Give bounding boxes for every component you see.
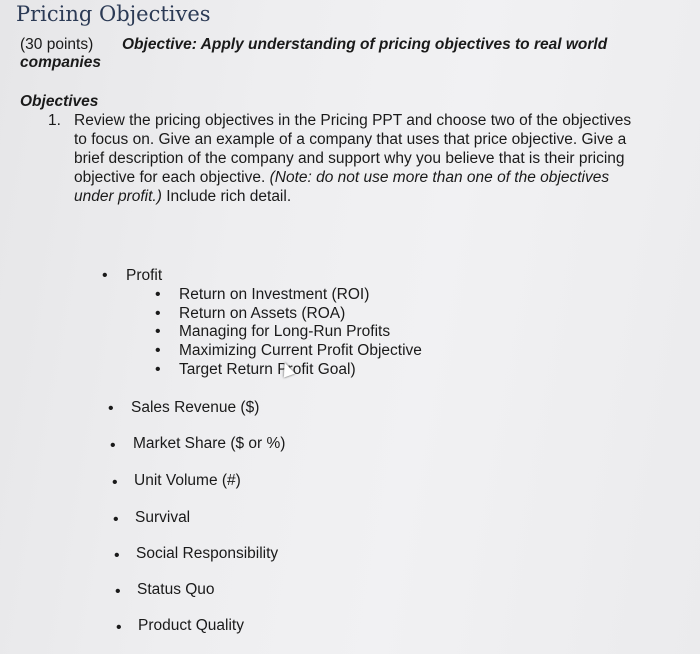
bullet-profit: • — [102, 267, 108, 284]
objective-item: Unit Volume (#) — [134, 472, 241, 489]
item1-note-end: under profit.) — [74, 188, 162, 205]
profit-sub-item: Managing for Long-Run Profits — [179, 323, 391, 340]
objective-item: Sales Revenue ($) — [131, 399, 260, 416]
bullet: • — [113, 511, 119, 528]
objective-line-1: Objective: Apply understanding of pricing objectives to real world — [122, 36, 608, 53]
item1-rich-detail: Include rich detail. — [161, 188, 292, 205]
sub-bullet: • — [155, 323, 161, 340]
item1-note: (Note: do not use more than one of the objectives — [269, 169, 610, 186]
sub-bullet: • — [155, 305, 161, 322]
page-title: Pricing Objectives — [16, 2, 211, 26]
item1-line-4 — [74, 169, 609, 187]
item1-line-3: brief description of the company and support why you believe that is their pricing — [74, 150, 625, 167]
bullet: • — [114, 547, 120, 564]
sub-bullet: • — [155, 286, 161, 303]
item1-line-1: Review the pricing objectives in the Pricing PPT and choose two of the objectives — [74, 112, 632, 129]
profit-sub-item: Maximizing Current Profit Objective — [179, 342, 422, 359]
item1-line-2: to focus on. Give an example of a company that uses that price objective. Give a — [74, 131, 627, 148]
objective-item: Status Quo — [137, 581, 215, 598]
item-number: 1. — [48, 112, 61, 129]
bullet: • — [110, 437, 116, 454]
profit-sub-item: Target Return Profit Goal) — [179, 361, 356, 378]
objective-item: Social Responsibility — [136, 545, 279, 562]
profit-sub-item: Return on Investment (ROI) — [179, 286, 370, 303]
bullet: • — [115, 583, 121, 600]
bullet: • — [112, 474, 118, 491]
objective-profit: Profit — [126, 267, 163, 284]
item1-line-4-text: objective for each objective. — [74, 169, 270, 186]
bullet: • — [108, 400, 114, 417]
item1-line-5 — [74, 188, 291, 206]
objective-line-2: companies — [20, 54, 101, 71]
points-label: (30 points) — [20, 36, 94, 53]
objective-item: Survival — [135, 509, 191, 526]
sub-bullet: • — [155, 361, 161, 378]
objective-item: Product Quality — [138, 617, 244, 634]
profit-sub-item: Return on Assets (ROA) — [179, 305, 346, 322]
objective-item: Market Share ($ or %) — [133, 435, 286, 452]
bullet: • — [116, 619, 122, 636]
sub-bullet: • — [155, 342, 161, 359]
objectives-heading: Objectives — [20, 93, 99, 110]
